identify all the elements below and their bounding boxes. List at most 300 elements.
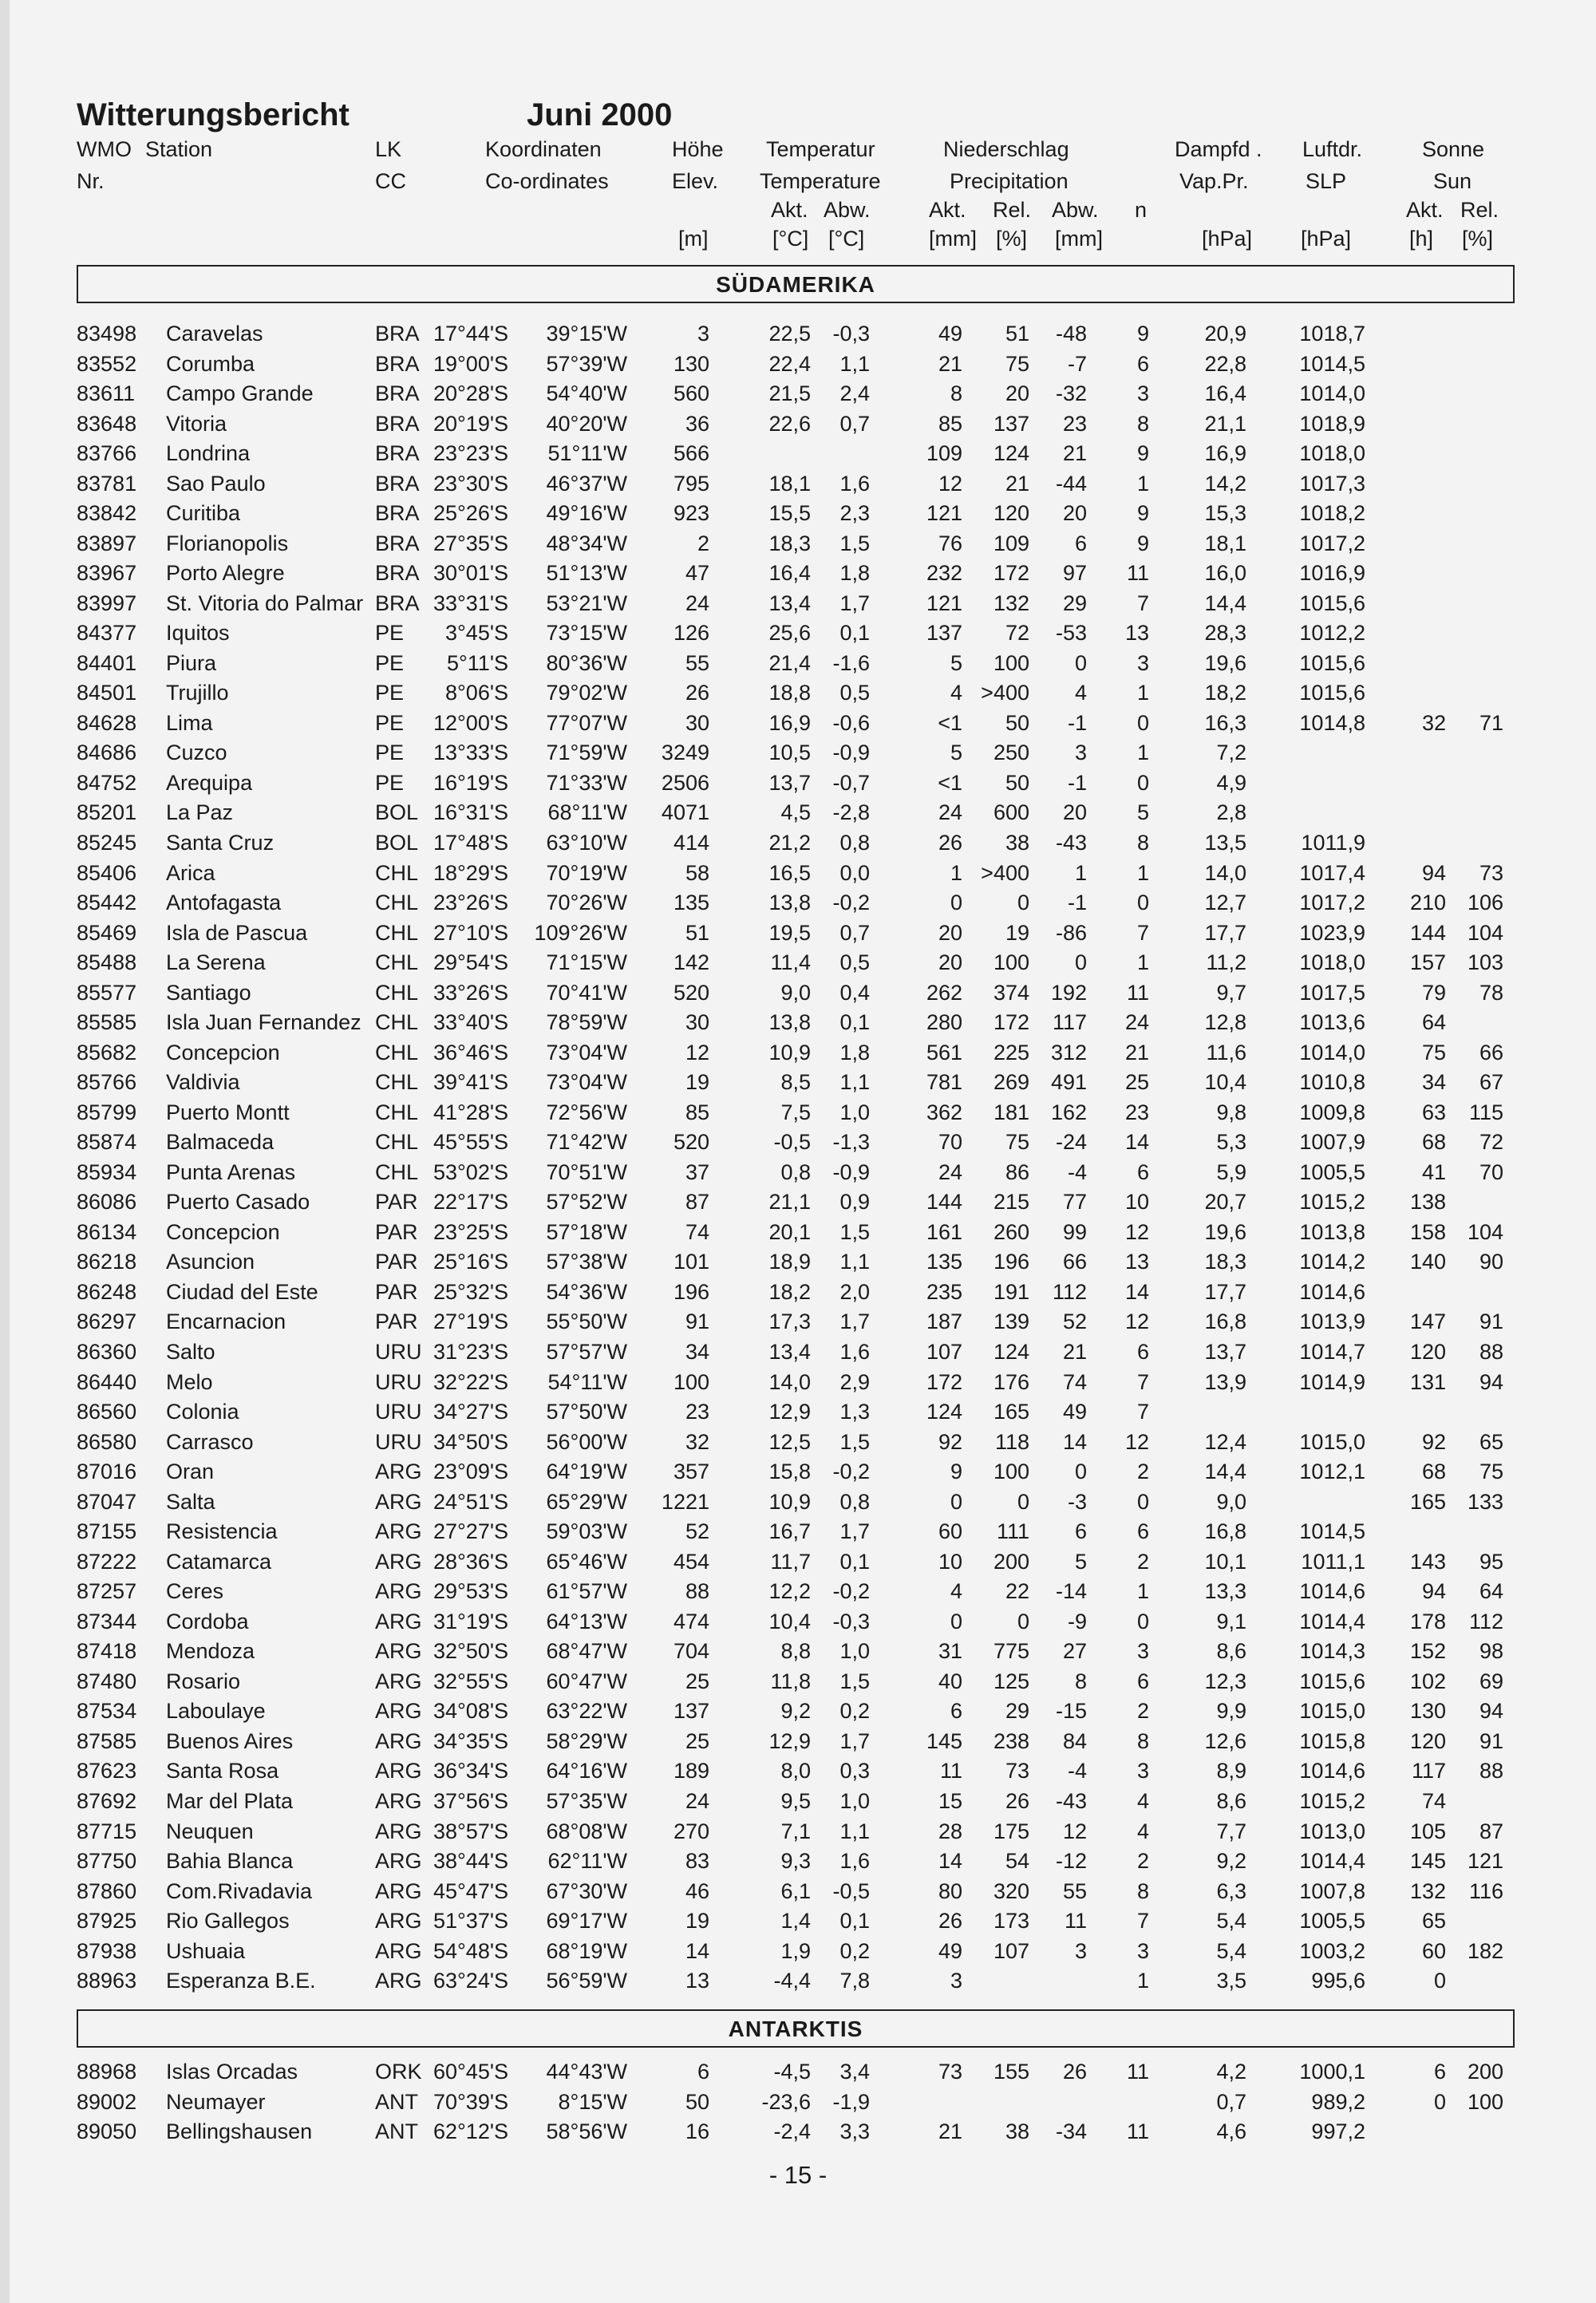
- temp-abw: 0,1: [839, 1010, 870, 1035]
- station-name: Florianopolis: [166, 531, 289, 555]
- country-code: ARG: [375, 1728, 422, 1753]
- rain-days: 12: [1124, 1219, 1149, 1244]
- prec-abw: 0: [1074, 1460, 1087, 1484]
- prec-rel: 181: [993, 1100, 1029, 1124]
- sun-akt: 63: [1421, 1100, 1446, 1124]
- prec-rel: 100: [993, 950, 1029, 975]
- temp-abw: 1,8: [839, 1040, 870, 1065]
- elevation: 3: [697, 322, 709, 346]
- station-name: Bellingshausen: [166, 2119, 313, 2143]
- latitude: 45°47'S: [433, 1878, 508, 1903]
- sun-rel: 70: [1479, 1159, 1503, 1184]
- rain-days: 7: [1136, 591, 1149, 615]
- rain-days: 2: [1136, 1699, 1149, 1724]
- sun-akt: 74: [1421, 1788, 1446, 1813]
- sea-level-pressure: 1018,9: [1299, 411, 1365, 436]
- wmo-number: 86134: [77, 1219, 137, 1244]
- elevation: 126: [673, 621, 709, 646]
- prec-abw: 3: [1074, 741, 1087, 765]
- latitude: 41°28'S: [433, 1100, 508, 1124]
- prec-rel: 125: [993, 1669, 1029, 1693]
- hdr-sun: Sonne: [1422, 137, 1485, 161]
- longitude: 57°50'W: [546, 1400, 627, 1424]
- temp-akt: 12,5: [768, 1429, 811, 1454]
- longitude: 70°51'W: [546, 1159, 627, 1184]
- report-title: Witterungsbericht: [77, 97, 350, 132]
- sun-rel: 200: [1467, 2060, 1503, 2084]
- vapour-pressure: 19,6: [1204, 1219, 1246, 1244]
- wmo-number: 83997: [77, 591, 137, 615]
- sea-level-pressure: 1015,2: [1299, 1190, 1365, 1215]
- elevation: 34: [685, 1340, 709, 1365]
- table-row: [0, 1007, 1596, 1037]
- sea-level-pressure: 1015,6: [1299, 681, 1365, 705]
- longitude: 62°11'W: [547, 1849, 627, 1874]
- temp-abw: 1,1: [839, 1070, 870, 1095]
- wmo-number: 86580: [77, 1429, 137, 1454]
- prec-abw: 14: [1062, 1429, 1087, 1454]
- longitude: 68°11'W: [547, 800, 627, 825]
- longitude: 70°19'W: [546, 860, 627, 885]
- prec-abw: -4: [1067, 1159, 1087, 1184]
- hdr-unit-slp: [hPa]: [1301, 227, 1352, 251]
- table-row: [0, 1786, 1596, 1816]
- latitude: 5°11'S: [446, 650, 508, 675]
- sea-level-pressure: 1014,9: [1299, 1369, 1365, 1394]
- station-name: Buenos Aires: [166, 1728, 294, 1753]
- temp-abw: -2,8: [832, 800, 870, 825]
- prec-akt: 0: [950, 1609, 962, 1633]
- sea-level-pressure: 1009,8: [1299, 1100, 1365, 1124]
- latitude: 17°48'S: [433, 831, 508, 855]
- vapour-pressure: 12,4: [1204, 1429, 1246, 1454]
- prec-rel: 100: [993, 650, 1029, 675]
- country-code: ANT: [375, 2119, 418, 2143]
- sea-level-pressure: 1007,8: [1299, 1878, 1365, 1903]
- wmo-number: 84752: [77, 770, 137, 795]
- rain-days: 9: [1136, 322, 1149, 346]
- vapour-pressure: 5,9: [1216, 1159, 1246, 1184]
- temp-abw: -0,6: [832, 710, 870, 735]
- hdr-vap: Dampfd .: [1175, 137, 1262, 161]
- prec-akt: 28: [938, 1819, 962, 1843]
- latitude: 8°06'S: [444, 681, 508, 705]
- longitude: 71°33'W: [546, 770, 627, 795]
- temp-abw: 1,7: [839, 1310, 870, 1334]
- vapour-pressure: 12,6: [1204, 1728, 1246, 1753]
- rain-days: 7: [1136, 920, 1149, 945]
- station-name: Trujillo: [166, 681, 229, 705]
- vapour-pressure: 12,3: [1204, 1669, 1246, 1693]
- temp-abw: 1,7: [839, 1728, 870, 1753]
- sun-akt: 65: [1421, 1909, 1446, 1934]
- prec-akt: 6: [950, 1699, 962, 1724]
- prec-rel: 250: [993, 741, 1029, 765]
- rain-days: 8: [1136, 411, 1149, 436]
- wmo-number: 84501: [77, 681, 137, 705]
- prec-akt: 262: [926, 980, 962, 1005]
- sea-level-pressure: 1015,0: [1299, 1429, 1365, 1454]
- prec-abw: 20: [1062, 800, 1087, 825]
- longitude: 67°30'W: [546, 1878, 627, 1903]
- prec-abw: 491: [1050, 1070, 1087, 1095]
- prec-akt: 0: [950, 891, 962, 915]
- sea-level-pressure: 1005,5: [1299, 1909, 1365, 1934]
- temp-abw: 1,1: [839, 351, 870, 376]
- prec-akt: 561: [926, 1040, 962, 1065]
- temp-akt: 14,0: [768, 1369, 811, 1394]
- wmo-number: 87534: [77, 1699, 137, 1724]
- sun-akt: 41: [1421, 1159, 1446, 1184]
- longitude: 70°26'W: [546, 891, 627, 915]
- prec-rel: 26: [1005, 1788, 1029, 1813]
- station-name: Caravelas: [166, 322, 263, 346]
- country-code: BOL: [375, 800, 419, 825]
- temp-akt: 18,2: [768, 1279, 811, 1304]
- temp-akt: 12,9: [768, 1400, 811, 1424]
- elevation: 704: [673, 1639, 709, 1664]
- longitude: 58°56'W: [546, 2119, 627, 2143]
- rain-days: 0: [1136, 710, 1149, 735]
- prec-rel: 137: [993, 411, 1029, 436]
- latitude: 34°35'S: [433, 1728, 508, 1753]
- temp-abw: 0,5: [839, 950, 870, 975]
- prec-akt: 121: [926, 501, 962, 526]
- latitude: 36°46'S: [433, 1040, 508, 1065]
- wmo-number: 84686: [77, 741, 137, 765]
- latitude: 19°00'S: [433, 351, 508, 376]
- rain-days: 6: [1136, 1669, 1149, 1693]
- sea-level-pressure: 1017,4: [1299, 860, 1365, 885]
- rain-days: 11: [1126, 2119, 1149, 2143]
- prec-rel: 124: [993, 1340, 1029, 1365]
- sea-level-pressure: 1015,6: [1299, 591, 1365, 615]
- temp-akt: 13,8: [768, 891, 811, 915]
- temp-akt: -2,4: [773, 2119, 811, 2143]
- wmo-number: 84377: [77, 621, 137, 646]
- station-name: Punta Arenas: [166, 1159, 296, 1184]
- longitude: 63°22'W: [546, 1699, 627, 1724]
- longitude: 51°11'W: [547, 441, 627, 466]
- temp-akt: 9,5: [780, 1788, 811, 1813]
- temp-akt: 8,8: [780, 1639, 811, 1664]
- temp-akt: 21,5: [768, 381, 811, 406]
- prec-abw: -15: [1055, 1699, 1087, 1724]
- latitude: 27°35'S: [433, 531, 508, 555]
- temp-abw: -0,3: [832, 322, 870, 346]
- latitude: 23°23'S: [433, 441, 508, 466]
- temp-akt: 9,3: [780, 1849, 811, 1874]
- rain-days: 9: [1136, 441, 1149, 466]
- sun-rel: 87: [1479, 1819, 1503, 1843]
- station-name: Curitiba: [166, 501, 241, 526]
- sun-akt: 210: [1409, 891, 1446, 915]
- vapour-pressure: 17,7: [1204, 920, 1246, 945]
- prec-akt: 11: [939, 1759, 962, 1784]
- sun-akt: 117: [1411, 1759, 1446, 1784]
- latitude: 25°26'S: [433, 501, 508, 526]
- prec-akt: 21: [938, 2119, 962, 2143]
- country-code: CHL: [375, 920, 419, 945]
- elevation: 1221: [661, 1489, 709, 1514]
- wmo-number: 89002: [77, 2089, 137, 2114]
- wmo-number: 87344: [77, 1609, 137, 1633]
- prec-abw: 112: [1052, 1279, 1087, 1304]
- longitude: 57°39'W: [546, 351, 627, 376]
- prec-akt: 1: [950, 860, 962, 885]
- table-row: [0, 1726, 1596, 1756]
- wmo-number: 88968: [77, 2060, 137, 2084]
- wmo-number: 83967: [77, 561, 137, 586]
- longitude: 54°11'W: [547, 1369, 627, 1394]
- wmo-number: 85585: [77, 1010, 137, 1035]
- hdr-coord: Koordinaten: [485, 137, 602, 161]
- prec-rel: 200: [993, 1549, 1029, 1574]
- elevation: 6: [697, 2060, 709, 2084]
- wmo-number: 87047: [77, 1489, 137, 1514]
- elevation: 91: [685, 1310, 709, 1334]
- prec-abw: 74: [1062, 1369, 1087, 1394]
- prec-abw: -34: [1055, 2119, 1087, 2143]
- sea-level-pressure: 1000,1: [1299, 2060, 1365, 2084]
- wmo-number: 83842: [77, 501, 137, 526]
- vapour-pressure: 5,4: [1216, 1938, 1246, 1963]
- temp-abw: 0,1: [839, 1909, 870, 1934]
- rain-days: 11: [1126, 561, 1149, 586]
- hdr-lk: LK: [375, 137, 402, 161]
- sun-rel: 104: [1467, 920, 1503, 945]
- temp-akt: 18,1: [768, 471, 811, 496]
- longitude: 57°38'W: [546, 1250, 627, 1274]
- country-code: PE: [375, 681, 405, 705]
- sun-rel: 78: [1479, 980, 1503, 1005]
- table-row: [0, 1037, 1596, 1068]
- elevation: 85: [685, 1100, 709, 1124]
- rain-days: 1: [1136, 950, 1149, 975]
- elevation: 14: [685, 1938, 709, 1963]
- latitude: 23°09'S: [433, 1460, 508, 1484]
- latitude: 16°31'S: [433, 800, 508, 825]
- prec-akt: 20: [938, 950, 962, 975]
- hdr-unit-vap: [hPa]: [1202, 227, 1253, 251]
- prec-rel: 100: [993, 1460, 1029, 1484]
- prec-rel: 215: [993, 1190, 1029, 1215]
- prec-akt: 0: [950, 1489, 962, 1514]
- longitude: 54°36'W: [546, 1279, 627, 1304]
- page-number: - 15 -: [768, 2161, 828, 2189]
- longitude: 65°29'W: [546, 1489, 627, 1514]
- sea-level-pressure: 1014,8: [1299, 710, 1365, 735]
- station-name: Isla de Pascua: [166, 920, 308, 945]
- wmo-number: 87623: [77, 1759, 137, 1784]
- vapour-pressure: 5,4: [1216, 1909, 1246, 1934]
- sea-level-pressure: 1014,7: [1299, 1340, 1365, 1365]
- country-code: BRA: [375, 471, 420, 496]
- temp-abw: 1,6: [839, 1849, 870, 1874]
- temp-akt: 1,9: [780, 1938, 811, 1963]
- station-name: Isla Juan Fernandez: [166, 1010, 361, 1035]
- vapour-pressure: 11,2: [1206, 950, 1246, 975]
- longitude: 44°43'W: [546, 2060, 627, 2084]
- wmo-number: 87418: [77, 1639, 137, 1664]
- vapour-pressure: 9,0: [1216, 1489, 1246, 1514]
- country-code: CHL: [375, 980, 419, 1005]
- vapour-pressure: 16,8: [1204, 1310, 1246, 1334]
- temp-akt: 10,4: [768, 1609, 811, 1633]
- hdr-p-akt: Akt.: [929, 198, 966, 222]
- prec-akt: 109: [926, 441, 962, 466]
- sun-akt: 32: [1421, 710, 1446, 735]
- longitude: 57°57'W: [546, 1340, 627, 1365]
- prec-rel: 191: [993, 1279, 1029, 1304]
- elevation: 88: [685, 1579, 709, 1604]
- prec-abw: 27: [1062, 1639, 1087, 1664]
- rain-days: 7: [1136, 1400, 1149, 1424]
- sun-akt: 92: [1421, 1429, 1446, 1454]
- longitude: 8°15'W: [558, 2089, 627, 2114]
- sun-akt: 138: [1409, 1190, 1446, 1215]
- rain-days: 3: [1136, 381, 1149, 406]
- country-code: ARG: [375, 1460, 422, 1484]
- table-row: [0, 1965, 1596, 1996]
- prec-akt: 85: [938, 411, 962, 436]
- table-row: [0, 1396, 1596, 1427]
- elevation: 30: [685, 710, 709, 735]
- rain-days: 14: [1124, 1279, 1149, 1304]
- wmo-number: 86086: [77, 1190, 137, 1215]
- prec-akt: 4: [950, 1579, 962, 1604]
- sun-akt: 79: [1421, 980, 1446, 1005]
- temp-akt: 6,1: [780, 1878, 811, 1903]
- longitude: 53°21'W: [546, 591, 627, 615]
- table-row: [0, 498, 1596, 528]
- table-row: [0, 1487, 1596, 1517]
- latitude: 39°41'S: [433, 1070, 508, 1095]
- sun-rel: 65: [1479, 1429, 1503, 1454]
- temp-abw: 0,2: [839, 1699, 870, 1724]
- prec-abw: -1: [1067, 710, 1087, 735]
- country-code: ARG: [375, 1909, 422, 1934]
- wmo-number: 88963: [77, 1969, 137, 1993]
- latitude: 29°53'S: [433, 1579, 508, 1604]
- temp-akt: 20,1: [768, 1219, 811, 1244]
- prec-abw: -14: [1055, 1579, 1087, 1604]
- temp-akt: 16,4: [768, 561, 811, 586]
- temp-akt: 13,4: [768, 591, 811, 615]
- prec-rel: 111: [996, 1519, 1029, 1544]
- country-code: URU: [375, 1400, 422, 1424]
- sun-akt: 145: [1409, 1849, 1446, 1874]
- temp-akt: 9,0: [780, 980, 811, 1005]
- latitude: 34°50'S: [433, 1429, 508, 1454]
- prec-abw: 1: [1074, 860, 1087, 885]
- station-name: Lima: [166, 710, 213, 735]
- station-name: Concepcion: [166, 1040, 280, 1065]
- latitude: 31°23'S: [433, 1340, 508, 1365]
- vapour-pressure: 9,8: [1216, 1100, 1246, 1124]
- country-code: ARG: [375, 1819, 422, 1843]
- longitude: 64°13'W: [546, 1609, 627, 1633]
- station-name: Catamarca: [166, 1549, 272, 1574]
- prec-abw: -7: [1067, 351, 1087, 376]
- station-name: Puerto Casado: [166, 1190, 310, 1215]
- wmo-number: 85469: [77, 920, 137, 945]
- vapour-pressure: 11,6: [1206, 1040, 1246, 1065]
- sun-rel: 71: [1479, 710, 1503, 735]
- prec-rel: 0: [1017, 1489, 1029, 1514]
- country-code: ARG: [375, 1639, 422, 1664]
- table-row: [0, 918, 1596, 948]
- latitude: 34°27'S: [433, 1400, 508, 1424]
- country-code: BRA: [375, 501, 420, 526]
- prec-abw: 20: [1062, 501, 1087, 526]
- station-name: Islas Orcadas: [166, 2060, 298, 2084]
- prec-rel: 19: [1005, 920, 1029, 945]
- wmo-number: 86218: [77, 1250, 137, 1274]
- prec-rel: 50: [1005, 770, 1029, 795]
- country-code: ARG: [375, 1788, 422, 1813]
- vapour-pressure: 14,4: [1204, 591, 1246, 615]
- table-row: [0, 797, 1596, 828]
- latitude: 23°26'S: [433, 891, 508, 915]
- latitude: 25°32'S: [433, 1279, 508, 1304]
- vapour-pressure: 8,6: [1216, 1788, 1246, 1813]
- prec-akt: 24: [938, 800, 962, 825]
- sea-level-pressure: 1014,5: [1299, 1519, 1365, 1544]
- latitude: 30°01'S: [433, 561, 508, 586]
- temp-abw: 1,7: [839, 1519, 870, 1544]
- sun-akt: 0: [1433, 2089, 1446, 2114]
- rain-days: 6: [1136, 351, 1149, 376]
- elevation: 87: [685, 1190, 709, 1215]
- elevation: 130: [673, 351, 709, 376]
- latitude: 54°48'S: [433, 1938, 508, 1963]
- section-header: [77, 2009, 1515, 2048]
- country-code: ARG: [375, 1849, 422, 1874]
- country-code: CHL: [375, 1010, 419, 1035]
- wmo-number: 87860: [77, 1878, 137, 1903]
- prec-akt: 4: [950, 681, 962, 705]
- prec-abw: -12: [1055, 1849, 1087, 1874]
- temp-abw: 1,1: [839, 1819, 870, 1843]
- rain-days: 14: [1124, 1130, 1149, 1155]
- longitude: 68°47'W: [546, 1639, 627, 1664]
- wmo-number: 87222: [77, 1549, 137, 1574]
- rain-days: 0: [1136, 770, 1149, 795]
- rain-days: 8: [1136, 831, 1149, 855]
- prec-rel: 22: [1005, 1579, 1029, 1604]
- prec-rel: 269: [993, 1070, 1029, 1095]
- station-name: La Serena: [166, 950, 266, 975]
- sun-akt: 157: [1409, 950, 1446, 975]
- latitude: 20°28'S: [433, 381, 508, 406]
- prec-abw: -9: [1067, 1609, 1087, 1633]
- latitude: 28°36'S: [433, 1549, 508, 1574]
- country-code: ARG: [375, 1669, 422, 1693]
- prec-rel: 118: [994, 1429, 1029, 1454]
- rain-days: 13: [1124, 1250, 1149, 1274]
- longitude: 69°17'W: [546, 1909, 627, 1934]
- rain-days: 9: [1136, 501, 1149, 526]
- table-row: [0, 1547, 1596, 1577]
- elevation: 3249: [661, 741, 709, 765]
- station-name: Piura: [166, 650, 217, 675]
- sea-level-pressure: 997,2: [1311, 2119, 1365, 2143]
- prec-abw: 0: [1074, 650, 1087, 675]
- prec-abw: 12: [1062, 1819, 1087, 1843]
- sea-level-pressure: 1017,2: [1299, 891, 1365, 915]
- wmo-number: 85488: [77, 950, 137, 975]
